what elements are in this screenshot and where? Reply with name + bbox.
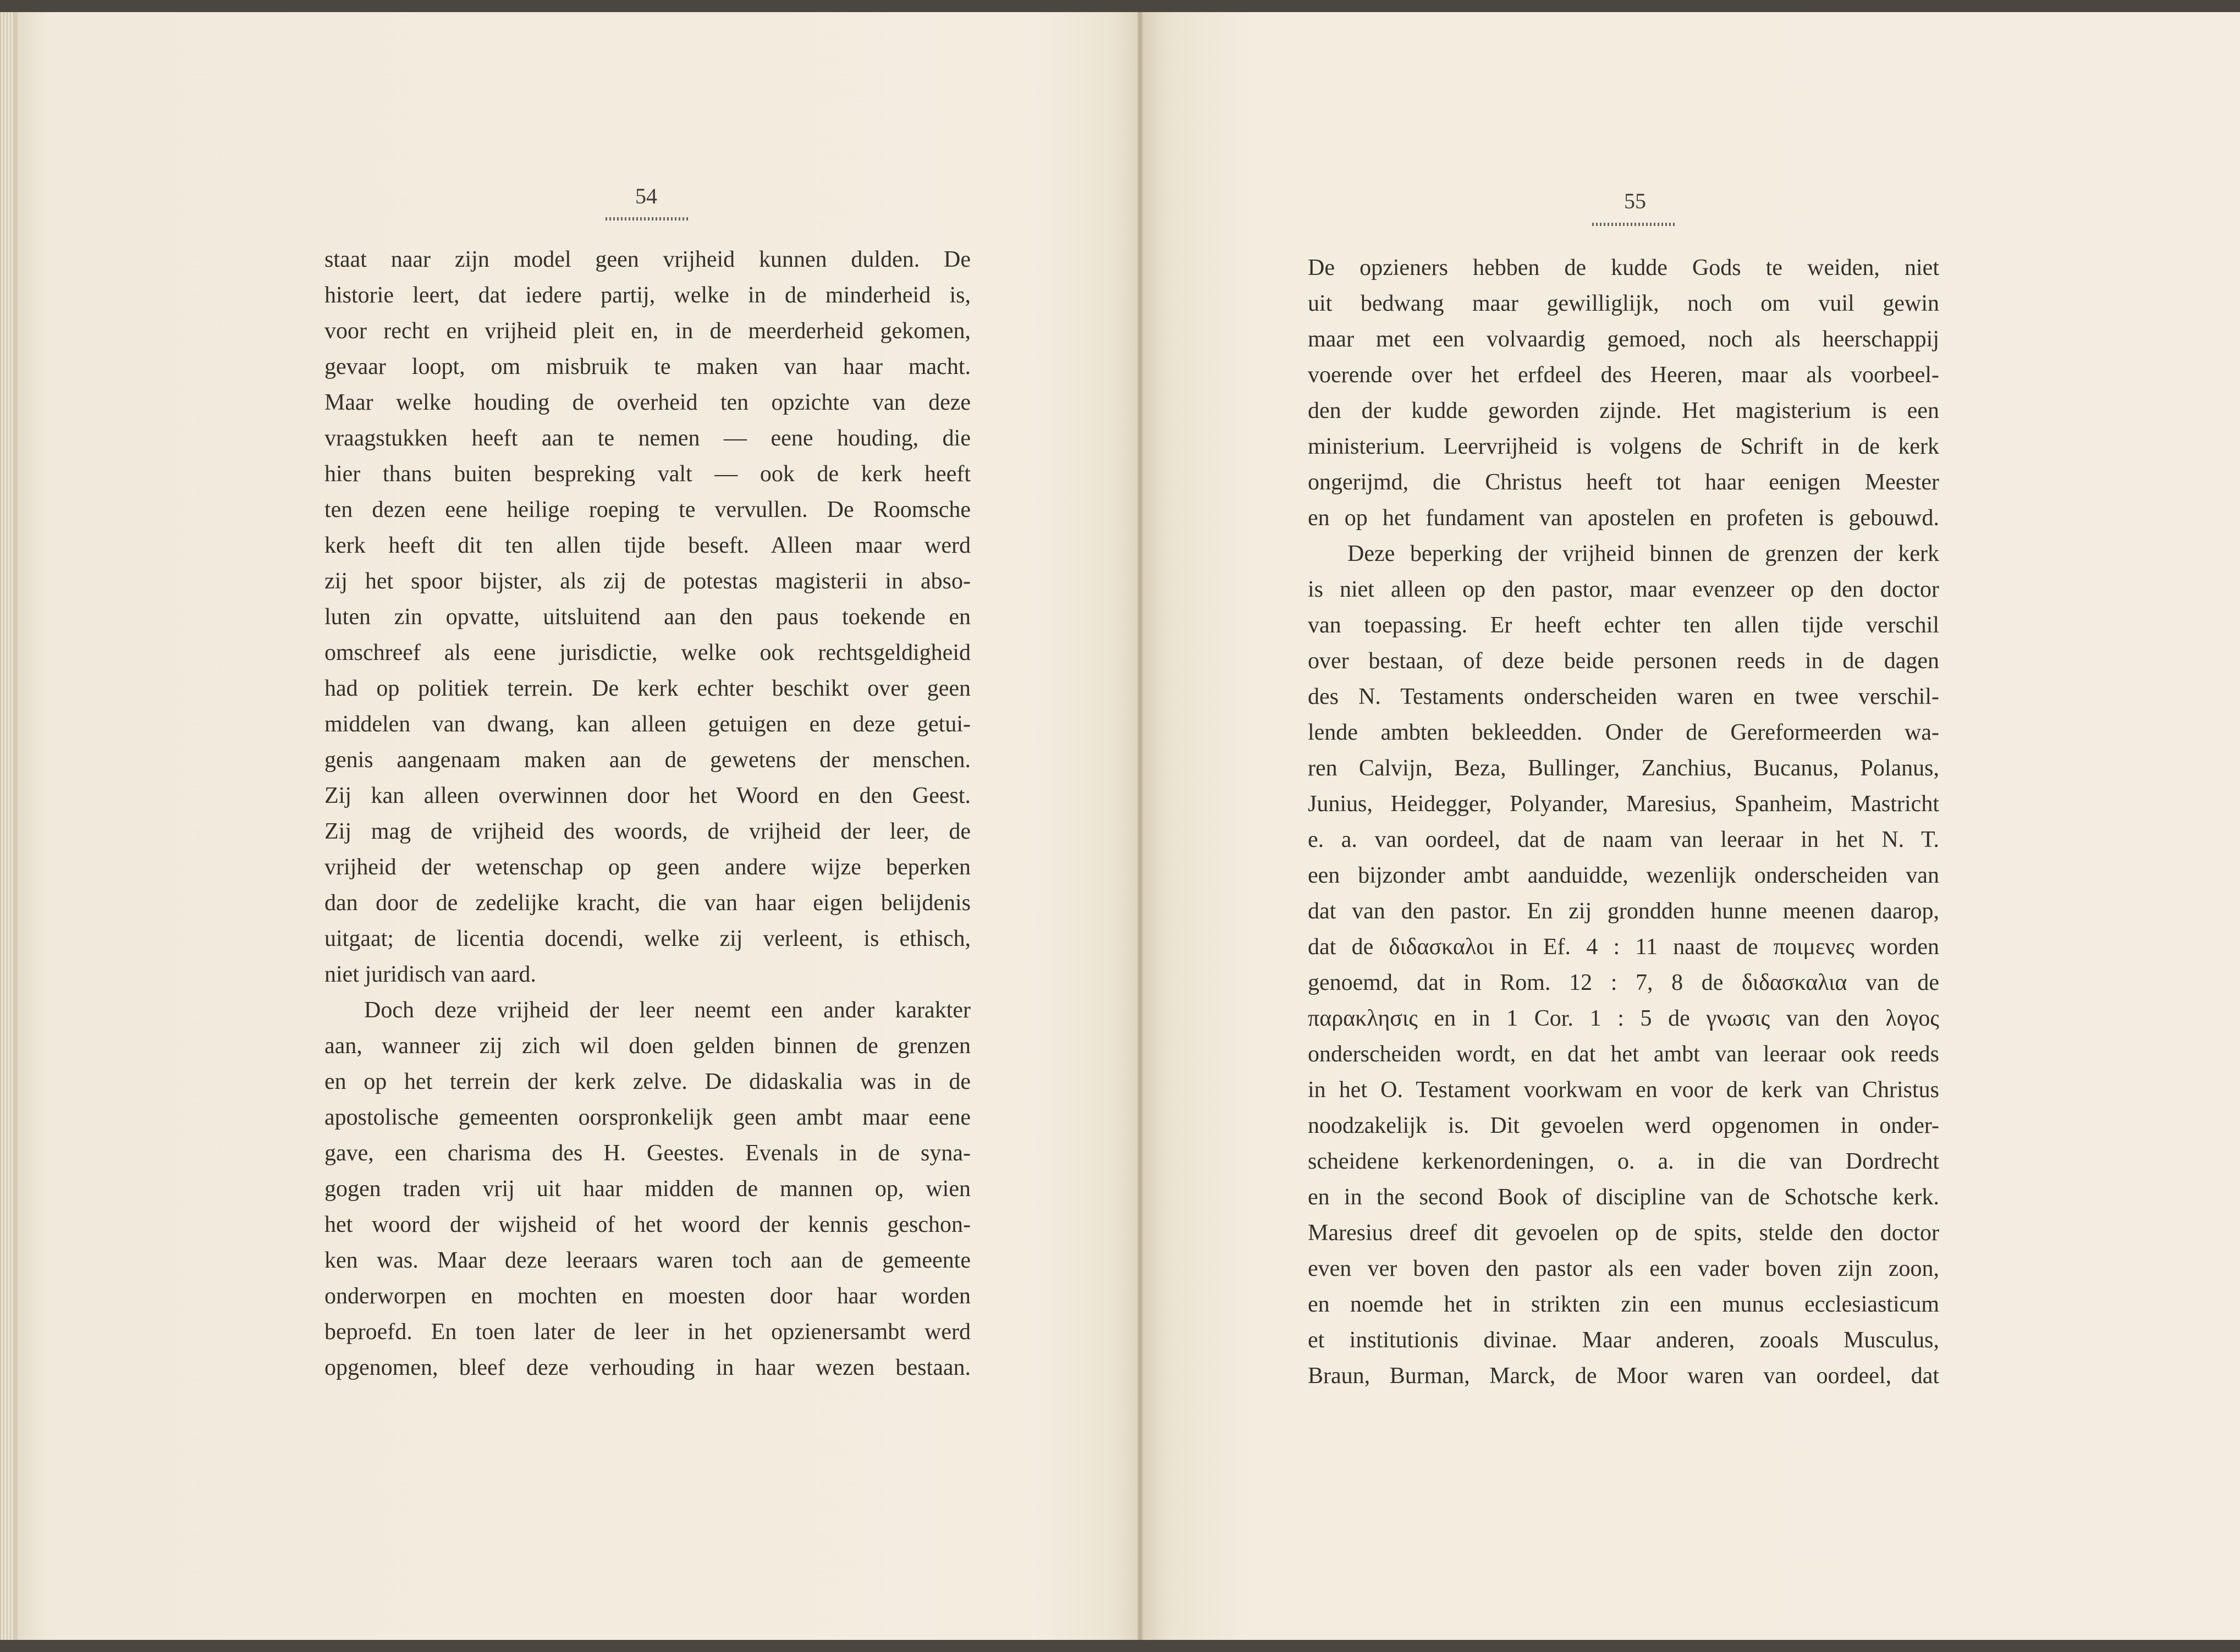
text-line: Zij kan alleen overwinnen door het Woord en den Geest.	[324, 783, 971, 808]
text-line: is niet alleen op den pastor, maar evenzeer op den doctor	[1308, 577, 1939, 602]
text-line: maar met een volvaardig gemoed, noch als heerschappij	[1308, 327, 1939, 352]
text-line: voerende over het erfdeel des Heeren, maar als voorbeel-	[1308, 362, 1939, 388]
page-number-left: 54	[635, 184, 657, 208]
page-number-right: 55	[1624, 189, 1646, 213]
text-line: noodzakelijk is. Dit gevoelen werd opgenomen in onder-	[1308, 1113, 1939, 1138]
text-line: dan door de zedelijke kracht, die van haar eigen belijdenis	[324, 890, 971, 916]
text-line: over bestaan, of deze beide personen reeds in de dagen	[1308, 648, 1939, 674]
text-line: zij het spoor bijster, als zij de potestas magisterii in abso-	[324, 569, 971, 594]
text-line: Zij mag de vrijheid des woords, de vrijheid der leer, de	[324, 819, 971, 844]
text-line: niet juridisch van aard.	[324, 962, 536, 987]
text-line: middelen van dwang, kan alleen getuigen en deze getui-	[324, 712, 971, 737]
text-line: apostolische gemeenten oorspronkelijk geen ambt maar eene	[324, 1105, 971, 1130]
text-line: historie leert, dat iedere partij, welke in de minderheid is,	[324, 283, 971, 308]
text-line: dat de διδασκαλοι in Ef. 4 : 11 naast de ποιμενες worden	[1308, 934, 1939, 960]
text-line: even ver boven den pastor als een vader boven zijn zoon,	[1308, 1256, 1939, 1281]
text-line: vrijheid der wetenschap op geen andere wijze beperken	[324, 855, 971, 880]
text-line: en op het terrein der kerk zelve. De didaskalia was in de	[324, 1069, 971, 1094]
text-line: onderscheiden wordt, en dat het ambt van leeraar ook reeds	[1308, 1042, 1939, 1067]
text-line: des N. Testaments onderscheiden waren en twee verschil-	[1308, 684, 1939, 709]
text-line: Maresius dreef dit gevoelen op de spits, stelde den doctor	[1308, 1220, 1939, 1246]
text-line: een bijzonder ambt aanduidde, wezenlijk onderscheiden van	[1308, 863, 1939, 888]
text-line: scheidene kerkenordeningen, o. a. in die van Dordrecht	[1308, 1149, 1939, 1174]
text-line: luten zin opvatte, uitsluitend aan den paus toekende en	[324, 604, 971, 630]
text-line: Junius, Heidegger, Polyander, Maresius, Spanheim, Mastricht	[1308, 791, 1939, 817]
text-line: staat naar zijn model geen vrijheid kunnen dulden. De	[324, 247, 971, 272]
text-line: en op het fundament van apostelen en profeten is gebouwd.	[1308, 505, 1939, 531]
text-line: ministerium. Leervrijheid is volgens de Schrift in de kerk	[1308, 434, 1939, 459]
text-line: dat van den pastor. En zij grondden hunne meenen daarop,	[1308, 899, 1939, 924]
text-line: uit bedwang maar gewilliglijk, noch om vuil gewin	[1308, 291, 1939, 316]
text-line: e. a. van oordeel, dat de naam van leeraar in het N. T.	[1308, 827, 1939, 852]
text-line: en in the second Book of discipline van de Schotsche kerk.	[1308, 1185, 1939, 1210]
book-gutter	[1137, 12, 1143, 1640]
text-line: De opzieners hebben de kudde Gods te weiden, niet	[1308, 255, 1939, 280]
text-line: het woord der wijsheid of het woord der kennis geschon-	[324, 1212, 971, 1237]
text-line: et institutionis divinae. Maar anderen, zooals Musculus,	[1308, 1328, 1939, 1353]
page-number-rule-left	[606, 217, 688, 221]
text-line: gogen traden vrij uit haar midden de mannen op, wien	[324, 1176, 971, 1202]
text-line: had op politiek terrein. De kerk echter beschikt over geen	[324, 676, 971, 701]
text-line: ongerijmd, die Christus heeft tot haar eenigen Meester	[1308, 470, 1939, 495]
text-line: Maar welke houding de overheid ten opzichte van deze	[324, 390, 971, 415]
text-line: van toepassing. Er heeft echter ten allen tijde verschil	[1308, 613, 1939, 638]
text-line: genis aangenaam maken aan de gewetens der menschen.	[324, 747, 971, 773]
text-line: lende ambten bekleedden. Onder de Gereformeerden wa-	[1308, 720, 1939, 745]
right-page-text	[1308, 250, 1939, 1394]
text-line: voor recht en vrijheid pleit en, in de meerderheid gekomen,	[324, 318, 971, 344]
text-line: vraagstukken heeft aan te nemen — eene houding, die	[324, 426, 971, 451]
text-line: den der kudde geworden zijnde. Het magisterium is een	[1308, 398, 1939, 423]
text-line: en noemde het in strikten zin een munus ecclesiasticum	[1308, 1292, 1939, 1317]
text-line: παρακλησις en in 1 Cor. 1 : 5 de γνωσις van den λογος	[1308, 1006, 1939, 1031]
text-line: gevaar loopt, om misbruik te maken van haar macht.	[324, 354, 971, 379]
text-line: kerk heeft dit ten allen tijde beseft. Alleen maar werd	[324, 533, 971, 558]
text-line: genoemd, dat in Rom. 12 : 7, 8 de διδασκαλια van de	[1308, 970, 1939, 995]
text-line: opgenomen, bleef deze verhouding in haar wezen bestaan.	[324, 1355, 971, 1380]
text-line: gave, een charisma des H. Geestes. Evenals in de syna-	[324, 1141, 971, 1166]
text-line: hier thans buiten bespreking valt — ook de kerk heeft	[324, 461, 971, 487]
page-number-rule-right	[1592, 223, 1675, 226]
text-line: aan, wanneer zij zich wil doen gelden binnen de grenzen	[324, 1033, 971, 1059]
text-line: onderworpen en mochten en moesten door haar worden	[324, 1284, 971, 1309]
text-line: ten dezen eene heilige roeping te vervullen. De Roomsche	[324, 497, 971, 522]
text-line: uitgaat; de licentia docendi, welke zij verleent, is ethisch,	[324, 926, 971, 951]
text-line: Braun, Burman, Marck, de Moor waren van oordeel, dat	[1308, 1363, 1939, 1389]
text-line: in het O. Testament voorkwam en voor de kerk van Christus	[1308, 1077, 1939, 1103]
text-line: beproefd. En toen later de leer in het opzienersambt werd	[324, 1319, 971, 1345]
text-line: ren Calvijn, Beza, Bullinger, Zanchius, Bucanus, Polanus,	[1308, 756, 1939, 781]
text-line: Deze beperking der vrijheid binnen de grenzen der kerk	[1347, 541, 1939, 566]
left-page-text	[324, 242, 971, 1386]
text-line: Doch deze vrijheid der leer neemt een ander karakter	[364, 998, 971, 1023]
text-line: ken was. Maar deze leeraars waren toch aan de gemeente	[324, 1248, 971, 1273]
text-line: omschreef als eene jurisdictie, welke ook rechtsgeldigheid	[324, 640, 971, 665]
